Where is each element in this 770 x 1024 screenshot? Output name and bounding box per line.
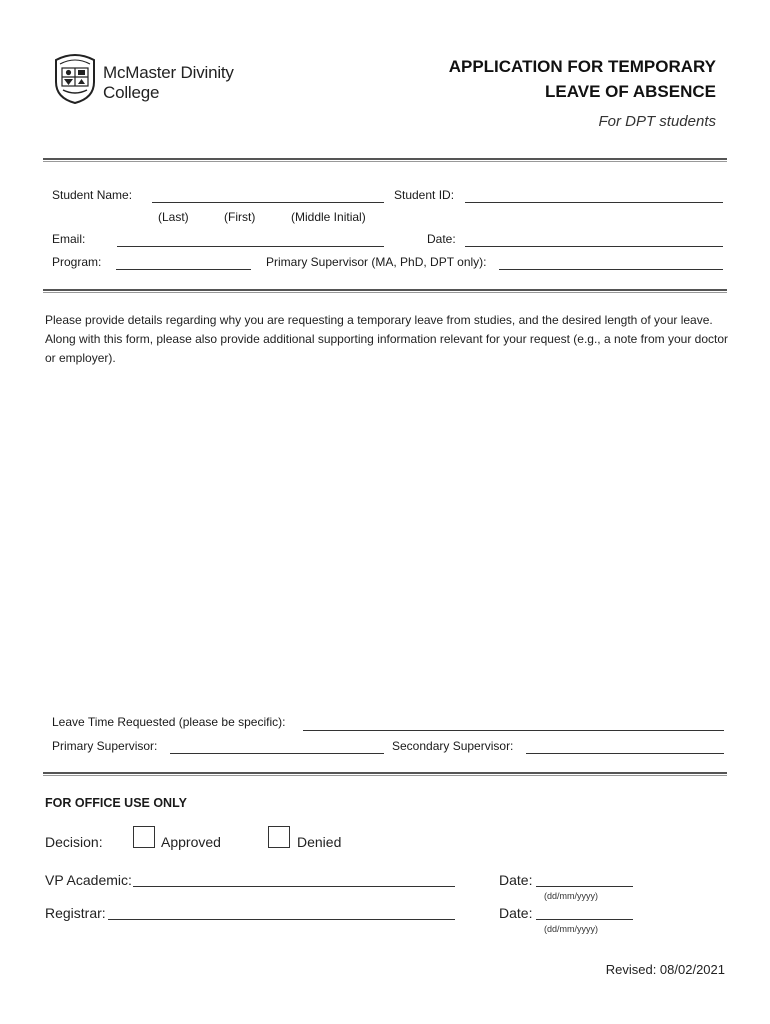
registrar-signature-field[interactable] [108, 919, 455, 920]
college-crest-logo [52, 52, 98, 104]
denied-label: Denied [297, 834, 342, 850]
vp-academic-label: VP Academic: [45, 872, 132, 888]
college-name-line1: McMaster Divinity [103, 63, 234, 82]
denied-checkbox[interactable] [268, 826, 290, 848]
approved-checkbox[interactable] [133, 826, 155, 848]
office-divider [43, 772, 727, 776]
registrar-date-field[interactable] [536, 919, 633, 920]
name-hint-first: (First) [224, 210, 256, 224]
date-label: Date: [427, 232, 456, 246]
reason-text-area[interactable] [45, 370, 729, 705]
info-divider [43, 289, 727, 293]
leave-time-field[interactable] [303, 730, 724, 731]
registrar-label: Registrar: [45, 905, 106, 921]
form-title-line2: LEAVE OF ABSENCE [545, 82, 716, 101]
registrar-date-label: Date: [499, 905, 533, 921]
name-hint-middle: (Middle Initial) [291, 210, 366, 224]
vp-date-format-hint: (dd/mm/yyyy) [544, 891, 598, 901]
primary-supervisor-degree-field[interactable] [499, 269, 723, 270]
program-label: Program: [52, 255, 102, 269]
office-use-heading: FOR OFFICE USE ONLY [45, 796, 187, 810]
header-divider [43, 158, 727, 162]
vp-academic-signature-field[interactable] [133, 886, 455, 887]
date-field[interactable] [465, 246, 723, 247]
form-subtitle: For DPT students [598, 113, 716, 130]
name-hint-last: (Last) [158, 210, 189, 224]
primary-supervisor-field[interactable] [170, 753, 384, 754]
registrar-date-format-hint: (dd/mm/yyyy) [544, 924, 598, 934]
vp-date-label: Date: [499, 872, 533, 888]
college-name-line2: College [103, 83, 160, 102]
email-label: Email: [52, 232, 86, 246]
primary-supervisor-degree-label: Primary Supervisor (MA, PhD, DPT only): [266, 255, 487, 269]
instructions-paragraph: Please provide details regarding why you are requesting a temporary leave from studies, and the desired length of your leave. Along with this form, please also provide additional supporting information relevant for your request (e.g., a note from your doctor or employer). [45, 313, 729, 365]
revision-date: Revised: 08/02/2021 [605, 962, 725, 977]
leave-time-label: Leave Time Requested (please be specific): [52, 715, 286, 729]
secondary-supervisor-label: Secondary Supervisor: [392, 739, 514, 753]
student-name-field[interactable] [152, 202, 384, 203]
program-field[interactable] [116, 269, 251, 270]
secondary-supervisor-field[interactable] [526, 753, 724, 754]
student-name-label: Student Name: [52, 188, 133, 202]
student-id-label: Student ID: [394, 188, 455, 202]
vp-date-field[interactable] [536, 886, 633, 887]
email-field[interactable] [117, 246, 384, 247]
decision-label: Decision: [45, 834, 103, 850]
form-title-line1: APPLICATION FOR TEMPORARY [448, 57, 716, 76]
approved-label: Approved [161, 834, 221, 850]
primary-supervisor-label: Primary Supervisor: [52, 739, 158, 753]
student-id-field[interactable] [465, 202, 723, 203]
